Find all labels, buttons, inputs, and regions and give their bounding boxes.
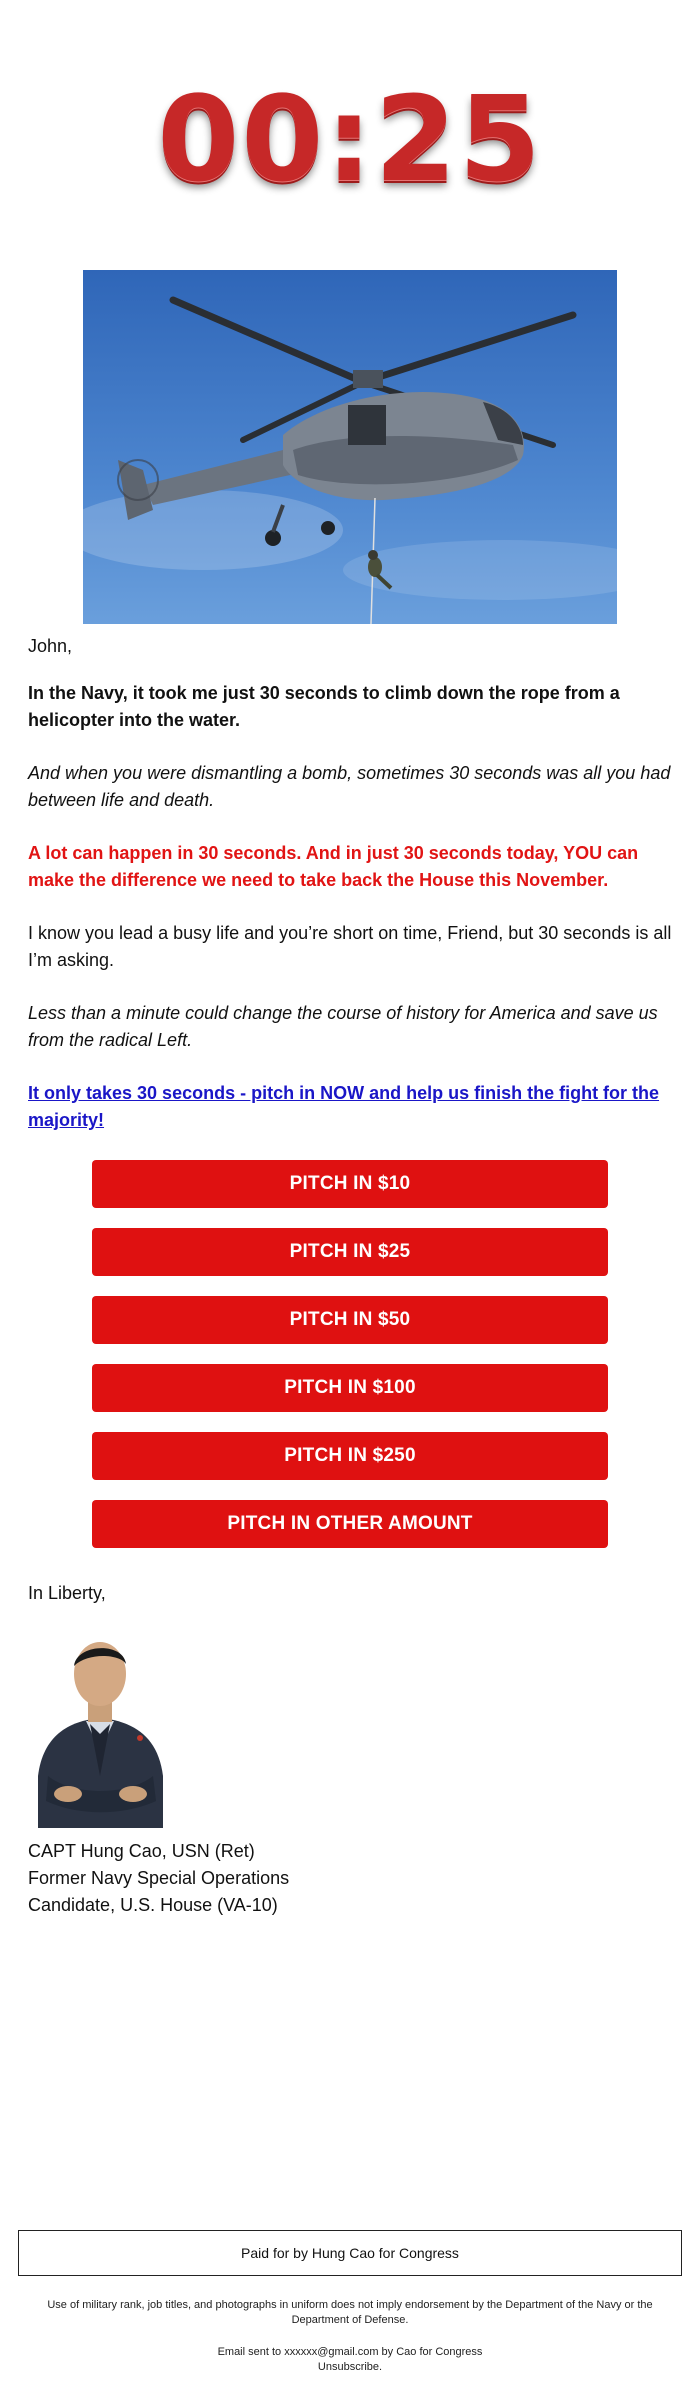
signature-title: Former Navy Special Operations — [28, 1868, 290, 1888]
pitch-in-other-amount-button[interactable]: PITCH IN OTHER AMOUNT — [92, 1500, 608, 1548]
paragraph-2: And when you were dismantling a bomb, sometimes 30 seconds was all you had between life and death. — [28, 763, 671, 810]
email-sent-notice: Email sent to xxxxxx@gmail.com by Cao for Congress — [217, 2346, 483, 2358]
signoff: In Liberty, — [28, 1583, 106, 1603]
paragraph-3: A lot can happen in 30 seconds. And in just 30 seconds today, YOU can make the difference we need to take back the House this November. — [28, 843, 639, 890]
paragraph-4: I know you lead a busy life and you’re short on time, Friend, but 30 seconds is all I’m asking. — [28, 923, 672, 970]
greeting: John, — [28, 636, 73, 656]
pitch-in-10-button[interactable]: PITCH IN $10 — [92, 1160, 608, 1208]
unsubscribe-link[interactable]: Unsubscribe. — [317, 2361, 383, 2373]
signature-candidacy: Candidate, U.S. House (VA-10) — [28, 1895, 278, 1915]
pitch-in-100-button[interactable]: PITCH IN $100 — [92, 1364, 608, 1412]
signature-name: CAPT Hung Cao, USN (Ret) — [28, 1841, 255, 1861]
helicopter-image — [83, 270, 617, 624]
paragraph-5: Less than a minute could change the course of history for America and save us from the radical Left. — [28, 1003, 658, 1050]
military-disclaimer: Use of military rank, job titles, and photographs in uniform does not imply endorsement by the Department of the Navy or the Department of Defense. — [47, 2299, 653, 2326]
pitch-in-50-button[interactable]: PITCH IN $50 — [92, 1296, 608, 1344]
paid-for-text: Paid for by Hung Cao for Congress — [241, 2245, 459, 2261]
countdown-timer: 00:25 — [157, 70, 543, 208]
paragraph-1: In the Navy, it took me just 30 seconds to climb down the rope from a helicopter into the water. — [28, 683, 620, 730]
pitch-in-250-button[interactable]: PITCH IN $250 — [92, 1432, 608, 1480]
pitch-in-25-button[interactable]: PITCH IN $25 — [92, 1228, 608, 1276]
paid-for-disclaimer — [18, 2230, 682, 2276]
donate-link[interactable]: It only takes 30 seconds - pitch in NOW and help us finish the fight for the majority! — [28, 1083, 660, 1130]
candidate-photo — [28, 1626, 173, 1828]
